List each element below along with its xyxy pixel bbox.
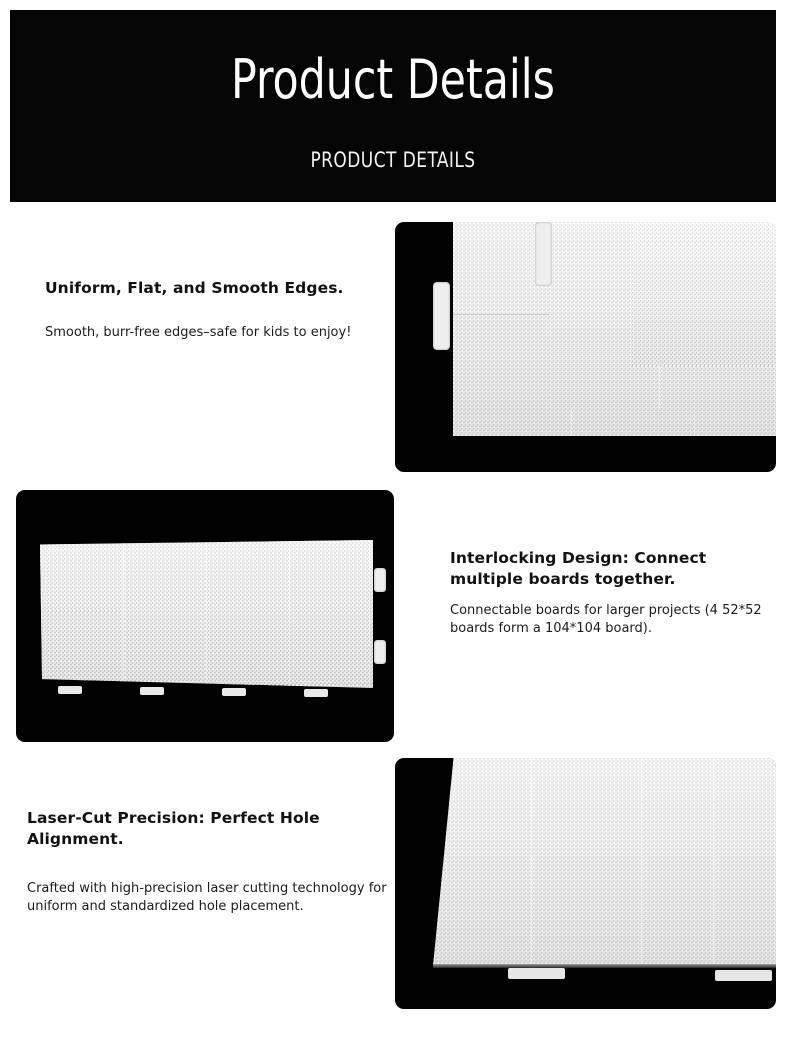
connector-tab-right-lower	[374, 640, 386, 664]
section-3-heading: Laser-Cut Precision: Perfect Hole Alignment.	[27, 809, 320, 848]
connector-tab-bottom-4	[304, 689, 328, 697]
section-3-text	[27, 808, 387, 916]
pegboard-plate-small	[632, 222, 776, 366]
connector-tab-bottom-2	[140, 687, 164, 695]
page-subtitle: PRODUCT DETAILS	[310, 148, 476, 172]
section-3-body: Crafted with high-precision laser cutting technology for uniform and standardized hole placement.	[27, 881, 387, 914]
connector-tab-bottom-3	[222, 688, 246, 696]
connector-tab-bottom-1	[58, 686, 82, 694]
section-3-image	[395, 758, 776, 1009]
pegboard-closeup	[433, 758, 776, 966]
section-2-image	[16, 490, 394, 742]
section-1-heading: Uniform, Flat, and Smooth Edges.	[45, 279, 344, 297]
section-2-body: Connectable boards for larger projects (4 52*52 boards form a 104*104 board).	[450, 603, 762, 636]
pegboard-edge-shadow	[433, 964, 776, 968]
connector-tab-top	[535, 222, 552, 286]
connector-tab-base-1	[508, 968, 565, 979]
connector-tab-right-upper	[374, 568, 386, 592]
section-1-text	[45, 278, 385, 342]
header-banner	[10, 10, 776, 202]
section-1-body: Smooth, burr-free edges–safe for kids to enjoy!	[45, 325, 352, 340]
page-title: Product Details	[231, 48, 555, 111]
connector-tab-left	[433, 282, 450, 350]
pegboard-wide-assembly	[40, 540, 373, 688]
section-1-image	[395, 222, 776, 472]
section-2-heading: Interlocking Design: Connect multiple boards together.	[450, 549, 707, 588]
section-2-text	[450, 548, 775, 638]
connector-tab-base-2	[715, 970, 772, 981]
